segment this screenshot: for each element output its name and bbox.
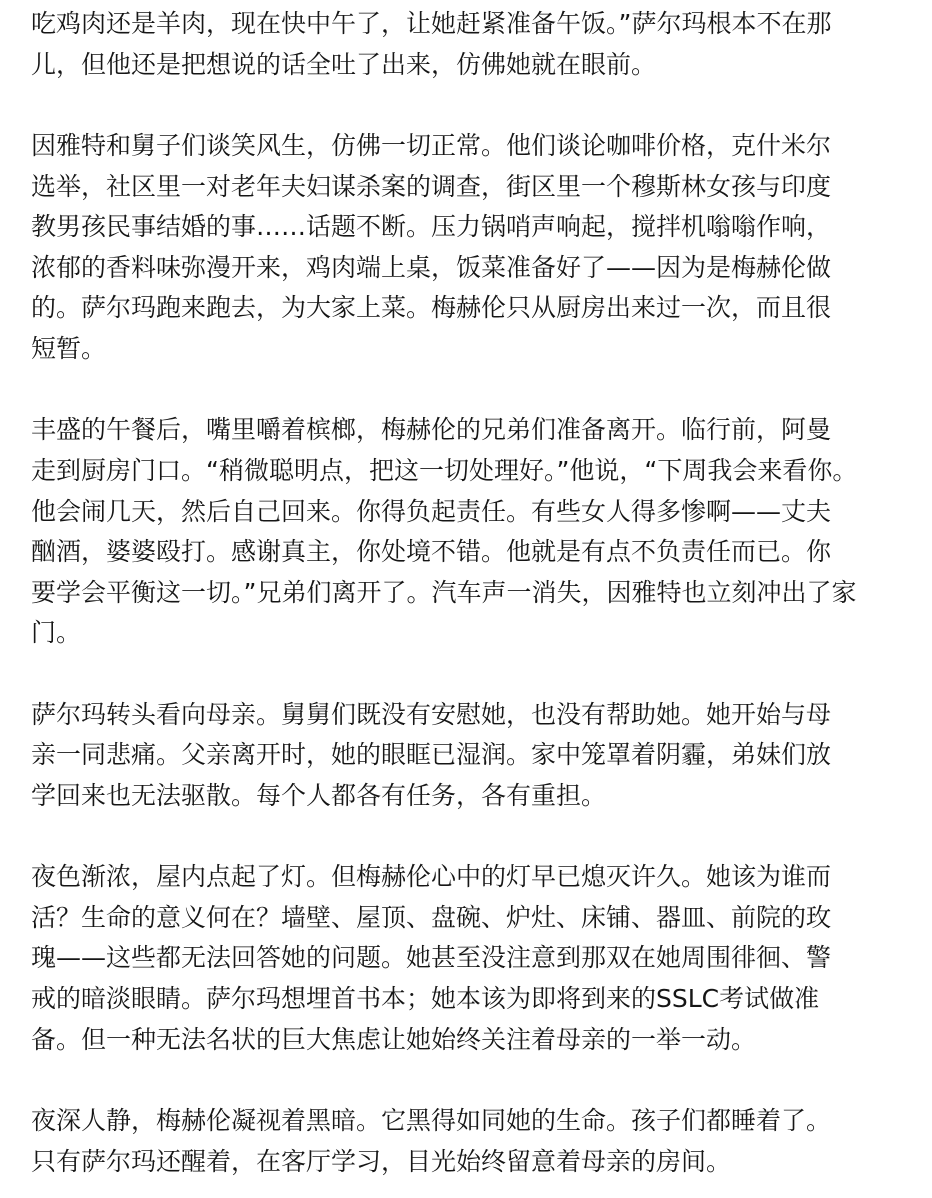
- text-line: 走到厨房门口。“稍微聪明点，把这一切处理好。”他说，“下周我会来看你。: [31, 455, 858, 485]
- text-line: 要学会平衡这一切。”兄弟们离开了。汽车声一消失，因雅特也立刻冲出了家: [31, 577, 857, 607]
- text-line: 教男孩民事结婚的事……话题不断。压力锅哨声响起，搅拌机嗡嗡作响，: [31, 212, 832, 242]
- text-line: 吃鸡肉还是羊肉，现在快中午了，让她赶紧准备午饭。”萨尔玛根本不在那: [31, 9, 832, 38]
- text-line: 丰盛的午餐后，嘴里嚼着槟榔，梅赫伦的兄弟们准备离开。临行前，阿曼: [31, 415, 832, 445]
- text-line: 门。: [31, 618, 82, 648]
- paragraph-1: [31, 4, 900, 85]
- text-line: 夜色渐浓，屋内点起了灯。但梅赫伦心中的灯早已熄灭许久。她该为谁而: [31, 862, 832, 892]
- text-line: 他会闹几天，然后自己回来。你得负起责任。有些女人得多惨啊——丈夫: [31, 496, 832, 526]
- text-line: 瑰——这些都无法回答她的问题。她甚至没注意到那双在她周围徘徊、警: [31, 943, 832, 973]
- text-line: 选举，社区里一对老年夫妇谋杀案的调查，街区里一个穆斯林女孩与印度: [31, 171, 832, 201]
- paragraph-gap: [31, 85, 900, 126]
- paragraph-3: [31, 410, 900, 654]
- text-line: 夜深人静，梅赫伦凝视着黑暗。它黑得如同她的生命。孩子们都睡着了。: [31, 1106, 832, 1136]
- paragraph-4: [31, 695, 900, 817]
- text-line: 浓郁的香料味弥漫开来，鸡肉端上桌，饭菜准备好了——因为是梅赫伦做: [31, 252, 832, 282]
- paragraph-gap: [31, 654, 900, 695]
- paragraph-2: [31, 126, 900, 370]
- paragraph-gap: [31, 1060, 900, 1101]
- text-line: 的。萨尔玛跑来跑去，为大家上菜。梅赫伦只从厨房出来过一次，而且很: [31, 293, 832, 323]
- text-line: 学回来也无法驱散。每个人都各有任务，各有重担。: [31, 780, 607, 810]
- text-line: 萨尔玛转头看向母亲。舅舅们既没有安慰她，也没有帮助她。她开始与母: [31, 699, 832, 729]
- text-line: 亲一同悲痛。父亲离开时，她的眼眶已湿润。家中笼罩着阴霾，弟妹们放: [31, 740, 832, 770]
- paragraph-gap: [31, 370, 900, 411]
- text-line: 只有萨尔玛还醒着，在客厅学习，目光始终留意着母亲的房间。: [31, 1146, 732, 1176]
- paragraph-gap: [31, 816, 900, 857]
- text-line: 酗酒，婆婆殴打。感谢真主，你处境不错。他就是有点不负责任而已。你: [31, 537, 832, 567]
- text-line: 儿，但他还是把想说的话全吐了出来，仿佛她就在眼前。: [31, 49, 657, 79]
- text-line: 戒的暗淡眼睛。萨尔玛想埋首书本；她本该为即将到来的SSLC考试做准: [31, 984, 820, 1014]
- text-line: 因雅特和舅子们谈笑风生，仿佛一切正常。他们谈论咖啡价格，克什米尔: [31, 130, 832, 160]
- text-line: 活？生命的意义何在？墙壁、屋顶、盘碗、炉灶、床铺、器皿、前院的玫: [31, 902, 832, 932]
- paragraph-6: [31, 1101, 900, 1182]
- paragraph-5: [31, 857, 900, 1060]
- text-line: 短暂。: [31, 333, 107, 363]
- text-line: 备。但一种无法名状的巨大焦虑让她始终关注着母亲的一举一动。: [31, 1024, 757, 1054]
